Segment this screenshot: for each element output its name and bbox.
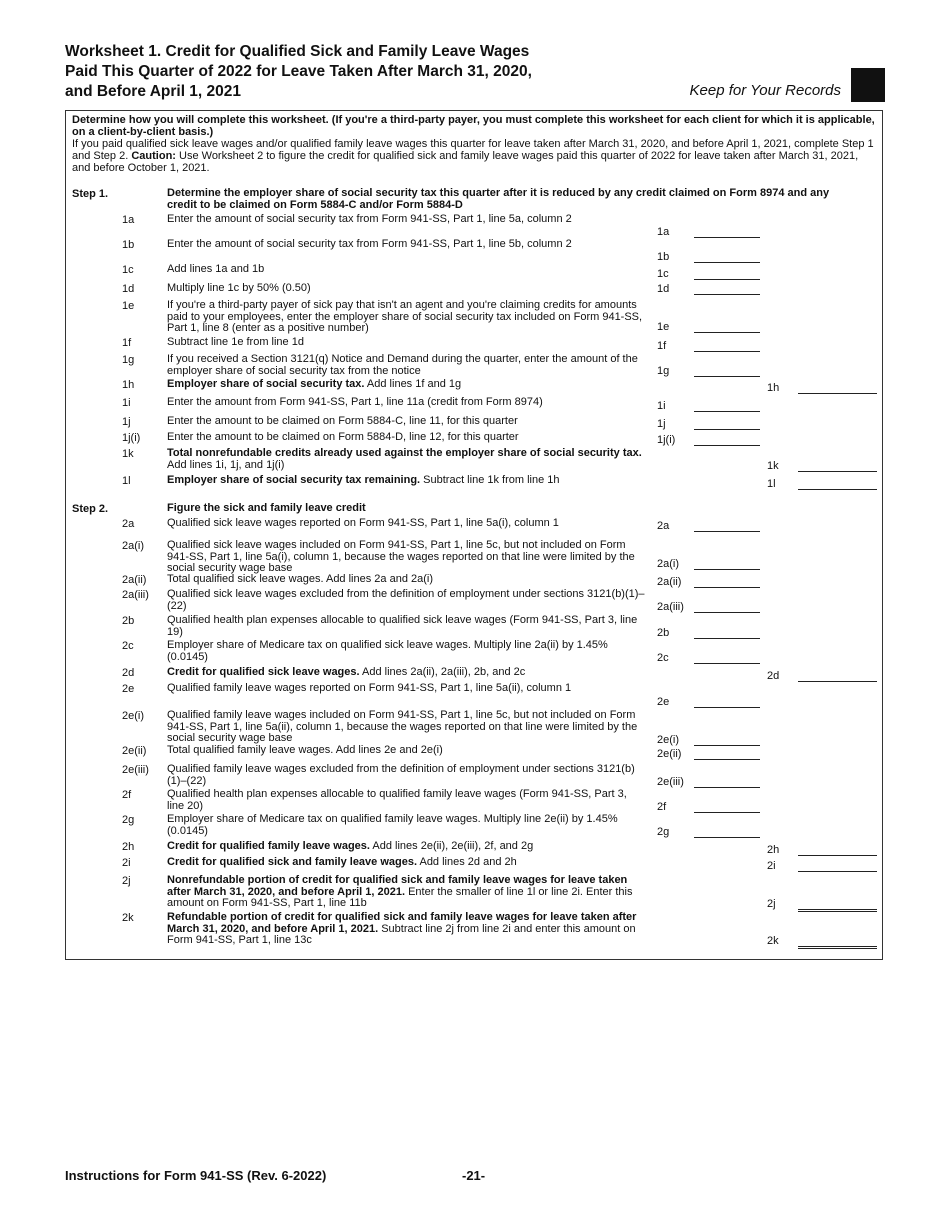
line-tag: 2a(ii) <box>657 576 682 588</box>
amount-entry-field[interactable] <box>694 759 760 760</box>
line-description: Qualified sick leave wages included on Form 941-SS, Part 1, line 5c, but not included on Form 941-SS, Part 1, line 5a(i), column 1, because the wages reported on that line were limited by the social security wage base <box>167 539 635 574</box>
amount-entry-field[interactable] <box>694 294 760 295</box>
line-number: 2h <box>122 841 135 853</box>
line-number: 2g <box>122 814 135 826</box>
amount-entry-field[interactable] <box>694 812 760 813</box>
step2-heading: Figure the sick and family leave credit <box>167 502 366 514</box>
line-number: 1c <box>122 264 134 276</box>
line-tag: 1k <box>767 460 779 472</box>
amount-entry-field[interactable] <box>694 638 760 639</box>
line-number: 1f <box>122 337 132 349</box>
line-description: Multiply line 1c by 50% (0.50) <box>167 282 311 294</box>
line-description: Qualified sick leave wages reported on Form 941-SS, Part 1, line 5a(i), column 1 <box>167 517 559 529</box>
amount-entry-field[interactable] <box>694 429 760 430</box>
line-number: 2a(ii) <box>122 574 147 586</box>
line-tag: 2h <box>767 844 780 856</box>
line-description: Enter the amount of social security tax from Form 941-SS, Part 1, line 5a, column 2 <box>167 213 572 225</box>
amount-entry-field[interactable] <box>694 376 760 377</box>
line-number: 2j <box>122 875 131 887</box>
line-description: Add lines 1a and 1b <box>167 263 265 275</box>
worksheet-header <box>65 42 885 102</box>
line-number: 2a(iii) <box>122 589 149 601</box>
line-description: Credit for qualified family leave wages. Add lines 2e(ii), 2e(iii), 2f, and 2g <box>167 840 534 852</box>
line-tag: 2j <box>767 898 776 910</box>
line-tag: 2a <box>657 520 670 532</box>
line-description: Employer share of Medicare tax on qualified sick leave wages. Multiply line 2a(ii) by 1.45% (0.0145) <box>167 639 608 663</box>
line-description: Qualified family leave wages excluded from the definition of employment under sections 3121(b)(1)–(22) <box>167 763 635 787</box>
line-tag: 1h <box>767 382 780 394</box>
line-description: Enter the amount to be claimed on Form 5884-C, line 11, for this quarter <box>167 415 518 427</box>
line-number: 2d <box>122 667 135 679</box>
line-number: 2b <box>122 615 135 627</box>
line-number: 1e <box>122 300 135 312</box>
line-description: If you're a third-party payer of sick pay that isn't an agent and you're claiming credits for amounts paid to your employees, enter the employer share of social security tax included on Form 941-SS, Part 1, line 8 (enter as a positive number) <box>167 299 643 334</box>
amount-entry-field[interactable] <box>694 531 760 532</box>
line-tag: 2e(ii) <box>657 748 682 760</box>
line-description: Qualified health plan expenses allocable to qualified family leave wages (Form 941-SS, Part 3, line 20) <box>167 788 627 812</box>
line-tag: 2d <box>767 670 780 682</box>
worksheet-title-line-1: Worksheet 1. Credit for Qualified Sick and Family Leave Wages <box>65 43 530 60</box>
amount-entry-field[interactable] <box>694 612 760 613</box>
step1-label: Step 1. <box>72 188 109 200</box>
line-description: Qualified family leave wages included on Form 941-SS, Part 1, line 5c, but not included on Form 941-SS, Part 1, line 5a(ii), column 1, because the wages reported on that line were limited by the social security wage base <box>167 709 638 744</box>
line-description: Subtract line 1e from line 1d <box>167 336 304 348</box>
line-tag: 2c <box>657 652 669 664</box>
line-tag: 1d <box>657 283 670 295</box>
keep-for-records: Keep for Your Records <box>689 82 841 99</box>
line-tag: 1b <box>657 251 670 263</box>
line-description: Qualified family leave wages reported on Form 941-SS, Part 1, line 5a(ii), column 1 <box>167 682 572 694</box>
line-number: 1j(i) <box>122 432 141 444</box>
records-icon <box>851 68 885 102</box>
line-tag: 1a <box>657 226 670 238</box>
line-tag: 2a(i) <box>657 558 680 570</box>
line-tag: 1e <box>657 321 670 333</box>
line-tag: 2b <box>657 627 670 639</box>
amount-entry-field[interactable] <box>798 393 877 394</box>
line-description: If you received a Section 3121(q) Notice and Demand during the quarter, enter the amount of the employer share of social security tax from the notice <box>167 353 638 377</box>
step2-label: Step 2. <box>72 503 109 515</box>
line-number: 1g <box>122 354 135 366</box>
line-description: Employer share of social security tax. Add lines 1f and 1g <box>167 378 462 390</box>
amount-entry-field[interactable] <box>694 262 760 263</box>
amount-entry-field[interactable] <box>694 445 760 446</box>
line-tag: 2g <box>657 826 670 838</box>
line-tag: 2i <box>767 860 776 872</box>
line-description: Total qualified sick leave wages. Add lines 2a and 2a(i) <box>167 573 433 585</box>
line-description: Qualified health plan expenses allocable to qualified sick leave wages (Form 941-SS, Part 3, line 19) <box>167 614 638 638</box>
footer-form-name: Instructions for Form 941-SS (Rev. 6-2022) <box>65 1168 327 1183</box>
line-description: Total qualified family leave wages. Add lines 2e and 2e(i) <box>167 744 443 756</box>
amount-entry-field[interactable] <box>694 279 760 280</box>
line-tag: 1j(i) <box>657 434 676 446</box>
line-number: 2a(i) <box>122 540 145 552</box>
line-tag: 2f <box>657 801 667 813</box>
amount-entry-field[interactable] <box>694 411 760 412</box>
amount-entry-field[interactable] <box>798 871 877 872</box>
worksheet-title-line-3: and Before April 1, 2021 <box>65 83 242 100</box>
line-number: 1j <box>122 416 131 428</box>
line-number: 2a <box>122 518 135 530</box>
amount-entry-field[interactable] <box>798 681 877 682</box>
line-tag: 1c <box>657 268 669 280</box>
line-description: Total nonrefundable credits already used against the employer share of social security tax. Add lines 1i, 1j, and 1j(i) <box>167 447 642 471</box>
line-number: 1k <box>122 448 134 460</box>
line-tag: 2a(iii) <box>657 601 684 613</box>
worksheet-title-line-2: Paid This Quarter of 2022 for Leave Taken After March 31, 2020, <box>65 63 532 80</box>
amount-entry-field[interactable] <box>694 787 760 788</box>
line-description: Employer share of Medicare tax on qualified family leave wages. Multiply line 2e(ii) by 1.45% (0.0145) <box>167 813 618 837</box>
line-number: 1h <box>122 379 135 391</box>
amount-entry-field[interactable] <box>694 663 760 664</box>
amount-entry-field[interactable] <box>798 471 877 472</box>
amount-entry-field[interactable] <box>694 351 760 352</box>
line-number: 2c <box>122 640 134 652</box>
line-description: Enter the amount of social security tax from Form 941-SS, Part 1, line 5b, column 2 <box>167 238 572 250</box>
line-number: 1a <box>122 214 135 226</box>
line-tag: 1l <box>767 478 776 490</box>
line-number: 1i <box>122 397 131 409</box>
line-number: 2i <box>122 857 131 869</box>
line-number: 2e(ii) <box>122 745 147 757</box>
amount-entry-field[interactable] <box>694 587 760 588</box>
line-description: Enter the amount to be claimed on Form 5884-D, line 12, for this quarter <box>167 431 519 443</box>
line-tag: 2k <box>767 935 779 947</box>
line-number: 2k <box>122 912 134 924</box>
amount-entry-field[interactable] <box>798 489 877 490</box>
amount-entry-field[interactable] <box>798 909 877 912</box>
line-description: Credit for qualified sick leave wages. Add lines 2a(ii), 2a(iii), 2b, and 2c <box>167 666 526 678</box>
line-description: Enter the amount from Form 941-SS, Part 1, line 11a (credit from Form 8974) <box>167 396 543 408</box>
line-number: 2f <box>122 789 132 801</box>
line-number: 2e(iii) <box>122 764 149 776</box>
line-tag: 1j <box>657 418 666 430</box>
line-tag: 2e(iii) <box>657 776 684 788</box>
amount-entry-field[interactable] <box>798 946 877 949</box>
amount-entry-field[interactable] <box>694 569 760 570</box>
line-description: Credit for qualified sick and family leave wages. Add lines 2d and 2h <box>167 856 517 868</box>
line-description: Refundable portion of credit for qualified sick and family leave wages for leave taken after March 31, 2020, and before April 1, 2021. Subtract line 2j from line 2i and enter this amount on Form 941-SS, Part 1, line 13c <box>167 911 637 946</box>
intro-text: If you paid qualified sick leave wages and/or qualified family leave wages this quarter for leave taken after March 31, 2020, and before April 1, 2021, complete Step 1 and Step 2. Caution: Use Worksheet 2 to figure the credit for qualified sick and family leave wages paid this quarter of 2022 for leave taken after March 31, 2021, and before October 1, 2021. <box>72 138 874 174</box>
step1-heading: Determine the employer share of social security tax this quarter after it is reduced by any credit claimed on Form 8974 and any credit to be claimed on Form 5884-C and/or Form 5884-D <box>167 187 830 211</box>
line-description: Employer share of social security tax remaining. Subtract line 1k from line 1h <box>167 474 560 486</box>
amount-entry-field[interactable] <box>694 237 760 238</box>
line-number: 1d <box>122 283 135 295</box>
amount-entry-field[interactable] <box>694 332 760 333</box>
line-description: Qualified sick leave wages excluded from the definition of employment under sections 3121(b)(1)–(22) <box>167 588 645 612</box>
intro-bold: Determine how you will complete this worksheet. (If you're a third-party payer, you must complete this worksheet for each client for which it is applicable, on a client-by-client basis.) <box>72 114 875 138</box>
amount-entry-field[interactable] <box>694 707 760 708</box>
amount-entry-field[interactable] <box>798 855 877 856</box>
amount-entry-field[interactable] <box>694 837 760 838</box>
line-number: 2e <box>122 683 135 695</box>
line-number: 2e(i) <box>122 710 145 722</box>
line-number: 1b <box>122 239 135 251</box>
intro-block <box>72 114 877 174</box>
line-tag: 1i <box>657 400 666 412</box>
line-number: 1l <box>122 475 131 487</box>
line-tag: 1f <box>657 340 667 352</box>
line-description: Nonrefundable portion of credit for qualified sick and family leave wages for leave taken after March 31, 2020, and before April 1, 2021. Enter the smaller of line 1l or line 2i. Enter this amount on Form 941-SS, Part 1, line 11b <box>167 874 633 909</box>
line-tag: 2e <box>657 696 670 708</box>
line-tag: 2e(i) <box>657 734 680 746</box>
amount-entry-field[interactable] <box>694 745 760 746</box>
footer-page-number: -21- <box>462 1168 486 1183</box>
line-tag: 1g <box>657 365 670 377</box>
